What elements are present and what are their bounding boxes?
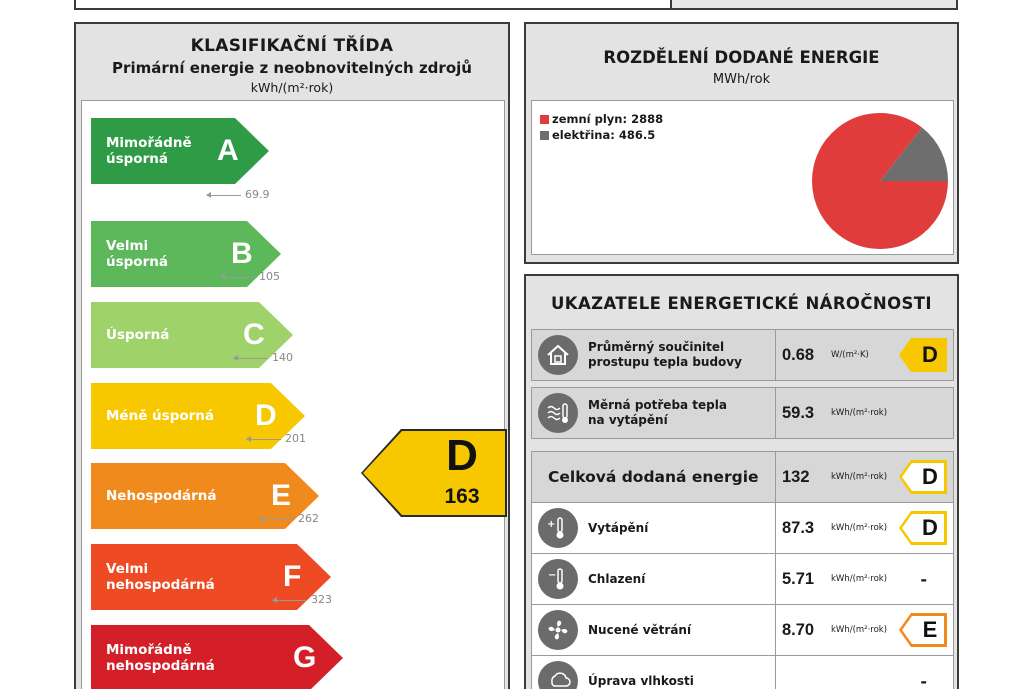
indicator-value: 87.3 (782, 518, 815, 537)
class-badge-letter: D (922, 342, 938, 367)
svg-text:+: + (547, 519, 556, 530)
class-arrow-e-letter: E (271, 479, 292, 512)
class-arrow-a-label: Mimořádně úsporná (106, 135, 192, 167)
indicator-unit: kWh/(m²·rok) (831, 523, 888, 533)
class-badge-letter: D (922, 464, 938, 489)
class-arrow-g-letter: G (293, 641, 317, 674)
class-badge (899, 613, 947, 647)
energy-distribution-panel (524, 22, 959, 264)
class-arrow-b-letter: B (231, 237, 253, 270)
indicator-value: 8.70 (782, 620, 815, 639)
class-arrow-f-letter: F (283, 560, 302, 593)
indicator-name: Celková dodaná energie (548, 467, 759, 486)
class-arrow-d-letter: D (255, 399, 277, 432)
current-class-marker (361, 429, 507, 517)
top-panel-fill (670, 0, 956, 8)
indicator-value-cell (775, 330, 955, 380)
svg-text:−: − (548, 570, 557, 581)
indicator-name: Vytápění (588, 520, 649, 535)
class-limit-d-value: 201 (285, 432, 306, 445)
class-arrow-d-label: Méně úsporná (106, 408, 215, 424)
class-limit-c-value: 140 (272, 351, 293, 364)
indicator-value-cell (775, 656, 955, 689)
no-class-dash: - (920, 671, 927, 689)
indicators-panel (524, 274, 959, 689)
indicator-row-humidity (531, 655, 954, 689)
indicator-row-ventilation (531, 604, 954, 656)
class-limit-d (247, 432, 306, 445)
indicator-row-heating (531, 502, 954, 554)
indicator-row-total-energy (531, 451, 954, 503)
current-class-value: 163 (444, 485, 480, 508)
legend-label-electricity: elektřina: 486.5 (552, 128, 656, 142)
indicator-value-cell (775, 452, 955, 502)
legend-swatch-electricity (540, 131, 549, 140)
legend-item-gas (540, 111, 663, 127)
class-arrow-a (91, 118, 269, 184)
indicator-value-cell (775, 605, 955, 655)
class-badge-letter: D (922, 515, 938, 540)
energy-pie-chart (810, 111, 950, 251)
distribution-chart-area (531, 100, 954, 255)
legend-label-gas: zemní plyn: 2888 (552, 112, 664, 126)
top-panel-edge (74, 0, 958, 10)
humidity-icon (538, 661, 578, 689)
indicator-value: 59.3 (782, 403, 815, 422)
indicator-name: Měrná potřeba tepla na vytápění (588, 398, 727, 427)
indicators-title: UKAZATELE ENERGETICKÉ NÁROČNOSTI (551, 294, 932, 313)
no-class-dash: - (920, 569, 927, 589)
class-arrow-c-label: Úsporná (106, 327, 170, 343)
class-badge (899, 338, 947, 372)
distribution-title: ROZDĚLENÍ DODANÉ ENERGIE (603, 48, 880, 67)
classification-scale (81, 100, 505, 689)
indicator-unit: kWh/(m²·rok) (831, 472, 888, 482)
indicator-unit: W/(m²·K) (831, 350, 869, 360)
indicator-name: Úprava vlhkosti (588, 673, 694, 688)
indicator-value: 132 (782, 467, 810, 486)
indicator-value: 0.68 (782, 345, 815, 364)
class-arrow-e-label: Nehospodárná (106, 488, 217, 504)
indicator-unit: kWh/(m²·rok) (831, 408, 888, 418)
classification-title: KLASIFIKAČNÍ TŘÍDA (190, 36, 394, 56)
class-limit-a (207, 188, 270, 201)
fan-icon (538, 610, 578, 650)
distribution-unit: MWh/rok (712, 72, 771, 87)
indicator-name: Nucené větrání (588, 622, 692, 637)
class-arrow-b-label: Velmi úsporná (106, 238, 168, 270)
heating-thermometer-icon (538, 508, 578, 548)
indicator-value-cell (775, 388, 955, 438)
class-limit-f-value: 323 (311, 593, 332, 606)
indicator-row-heat-demand (531, 387, 954, 439)
chart-legend (540, 111, 663, 143)
indicator-name: Chlazení (588, 571, 646, 586)
indicator-value-cell (775, 554, 955, 604)
indicator-unit: kWh/(m²·rok) (831, 625, 888, 635)
class-limit-c (234, 351, 293, 364)
class-limit-e (260, 512, 319, 525)
class-arrow-g (91, 625, 343, 689)
legend-item-electricity (540, 127, 663, 143)
indicator-row-heat-transfer (531, 329, 954, 381)
indicator-name: Průměrný součinitel prostupu tepla budovy (588, 340, 742, 369)
class-limit-e-value: 262 (298, 512, 319, 525)
class-limit-b-value: 105 (259, 270, 280, 283)
class-arrow-a-letter: A (217, 134, 239, 167)
legend-swatch-gas (540, 115, 549, 124)
classification-subtitle: Primární energie z neobnovitelných zdrojů (112, 59, 472, 77)
class-arrow-c-letter: C (243, 318, 265, 351)
classification-unit: kWh/(m²·rok) (250, 80, 334, 95)
house-icon (538, 335, 578, 375)
indicator-value-cell (775, 503, 955, 553)
class-limit-a-value: 69.9 (245, 188, 270, 201)
cooling-thermometer-icon (538, 559, 578, 599)
heat-demand-icon (538, 393, 578, 433)
class-arrow-g-label: Mimořádně nehospodárná (106, 642, 215, 674)
indicator-unit: kWh/(m²·rok) (831, 574, 888, 584)
classification-panel (74, 22, 510, 689)
current-class-letter: D (446, 431, 478, 480)
class-limit-b (221, 270, 280, 283)
indicator-value: 5.71 (782, 569, 815, 588)
class-badge (899, 511, 947, 545)
class-badge-letter: E (922, 617, 938, 642)
indicator-row-cooling (531, 553, 954, 605)
class-limit-f (273, 593, 332, 606)
class-arrow-f-label: Velmi nehospodárná (106, 561, 215, 593)
class-badge (899, 460, 947, 494)
